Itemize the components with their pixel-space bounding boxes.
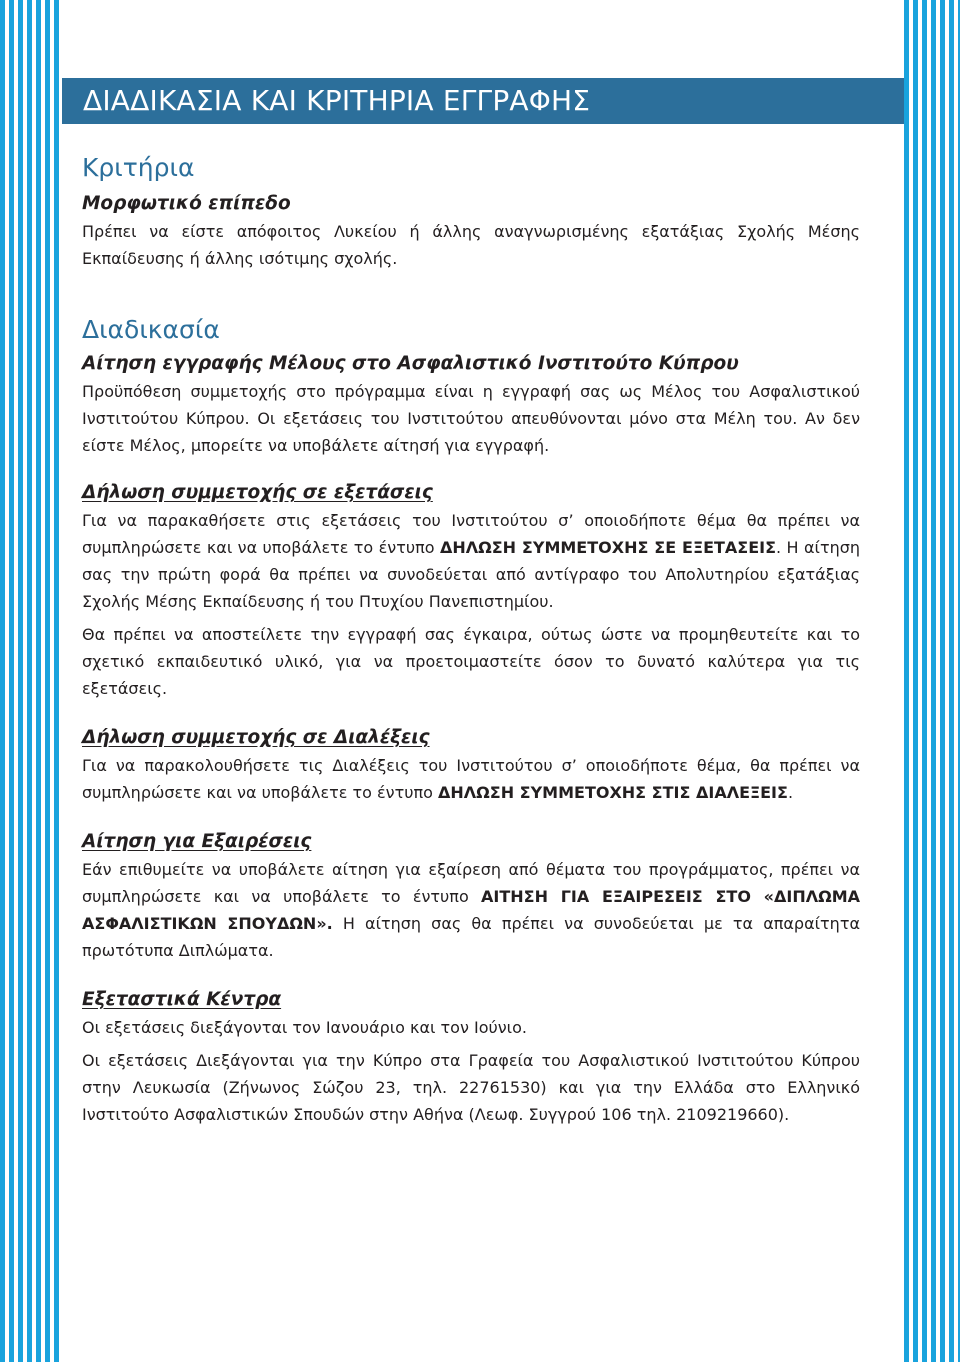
criteria-heading: Κριτήρια (82, 153, 195, 182)
exemptions-text-end: Η αίτηση σας θα πρέπει να συνοδεύεται με τα απαραίτητα πρωτότυπα Διπλώματα. (82, 914, 861, 960)
page-title: ΔΙΑΔΙΚΑΣΙΑ ΚΑΙ ΚΡΙΤΗΡΙΑ ΕΓΓΡΑΦΗΣ (83, 84, 591, 117)
education-level-title: Μορφωτικό επίπεδο (82, 193, 291, 214)
membership-application-text: Προϋπόθεση συμμετοχής στο πρόγραμμα είναι η εγγραφή σας ως Μέλος του Ασφαλιστικού Ινστιτούτου Κύπρου. Οι εξετάσεις του Ινστιτούτου απευθύνονται μόνο στα Μέλη του. Αν δεν είστε Μέλος, μπορείτε να υποβάλετε αίτησή για εγγραφή. (82, 382, 860, 455)
procedure-heading: Διαδικασία (82, 315, 220, 344)
exemptions-text-start: Εάν επιθυμείτε να υποβάλετε αίτηση για εξαίρεση από θέματα του προγράμματος, πρέπει να συμπληρώσετε και να υποβάλετε το έντυπο (82, 860, 860, 906)
exemptions-text (82, 856, 860, 964)
exam-centers-title: Εξεταστικά Κέντρα (82, 989, 282, 1010)
education-level-text: Πρέπει να είστε απόφοιτος Λυκείου ή άλλης αναγνωρισμένης εξατάξιας Σχολής Μέσης Εκπαίδευσης ή άλλης ισότιμης σχολής. (82, 222, 860, 268)
exam-registration-note: Θα πρέπει να αποστείλετε την εγγραφή σας έγκαιρα, ούτως ώστε να προμηθευτείτε και το σχετικό εκπαιδευτικό υλικό, για να προετοιμαστείτε όσον το δυνατό καλύτερα για τις εξετάσεις. (82, 625, 860, 698)
left-stripe-border (0, 0, 62, 1362)
exam-centers-locations: Οι εξετάσεις Διεξάγονται για την Κύπρο στα Γραφεία του Ασφαλιστικού Ινστιτούτου Κύπρου στην Λευκωσία (Ζήνωνος Σώζου 23, τηλ. 22761530) και για την Ελλάδα στο Ελληνικό Ινστιτούτο Ασφαλιστικών Σπουδών στην Αθήνα (Λεωφ. Συγγρού 106 τηλ. 2109219660). (82, 1051, 860, 1124)
right-stripe-border (904, 0, 960, 1362)
exam-registration-text-end: . Η αίτηση σας την πρώτη φορά θα πρέπει να συνοδεύεται από αντίγραφο του Απολυτηρίου εξατάξιας Σχολής Μέσης Εκπαίδευσης ή του Πτυχίου Πανεπιστημίου. (82, 538, 860, 611)
lecture-registration-title: Δήλωση συμμετοχής σε Διαλέξεις (82, 727, 430, 748)
exam-registration-text (82, 507, 860, 615)
exemptions-title: Αίτηση για Εξαιρέσεις (82, 831, 312, 852)
lecture-registration-form-name: ΔΗΛΩΣΗ ΣΥΜΜΕΤΟΧΗΣ ΣΤΙΣ ΔΙΑΛΕΞΕΙΣ (438, 783, 788, 802)
exam-registration-text-start: Για να παρακαθήσετε στις εξετάσεις του Ινστιτούτου σ’ οποιοδήποτε θέμα θα πρέπει να συμπληρώσετε και να υποβάλετε το έντυπο (82, 511, 860, 557)
main-content (82, 150, 860, 1128)
lecture-registration-text-end: . (787, 783, 794, 802)
lecture-registration-text (82, 752, 860, 806)
exam-registration-form-name: ΔΗΛΩΣΗ ΣΥΜΜΕΤΟΧΗΣ ΣΕ ΕΞΕΤΑΣΕΙΣ (439, 538, 777, 557)
lecture-registration-text-start: Για να παρακολουθήσετε τις Διαλέξεις του Ινστιτούτου σ’ οποιοδήποτε θέμα, θα πρέπει να συμπληρώσετε και να υποβάλετε το έντυπο (82, 756, 860, 802)
membership-application-title: Αίτηση εγγραφής Μέλους στο Ασφαλιστικό Ινστιτούτο Κύπρου (82, 353, 739, 374)
exam-registration-title: Δήλωση συμμετοχής σε εξετάσεις (82, 482, 433, 503)
exam-centers-dates: Οι εξετάσεις διεξάγονται τον Ιανουάριο και τον Ιούνιο. (82, 1018, 527, 1037)
exemptions-form-name: ΑΙΤΗΣΗ ΓΙΑ ΕΞΑΙΡΕΣΕΙΣ ΣΤΟ «ΔΙΠΛΩΜΑ ΑΣΦΑΛΙΣΤΙΚΩΝ ΣΠΟΥΔΩΝ». (82, 887, 861, 933)
